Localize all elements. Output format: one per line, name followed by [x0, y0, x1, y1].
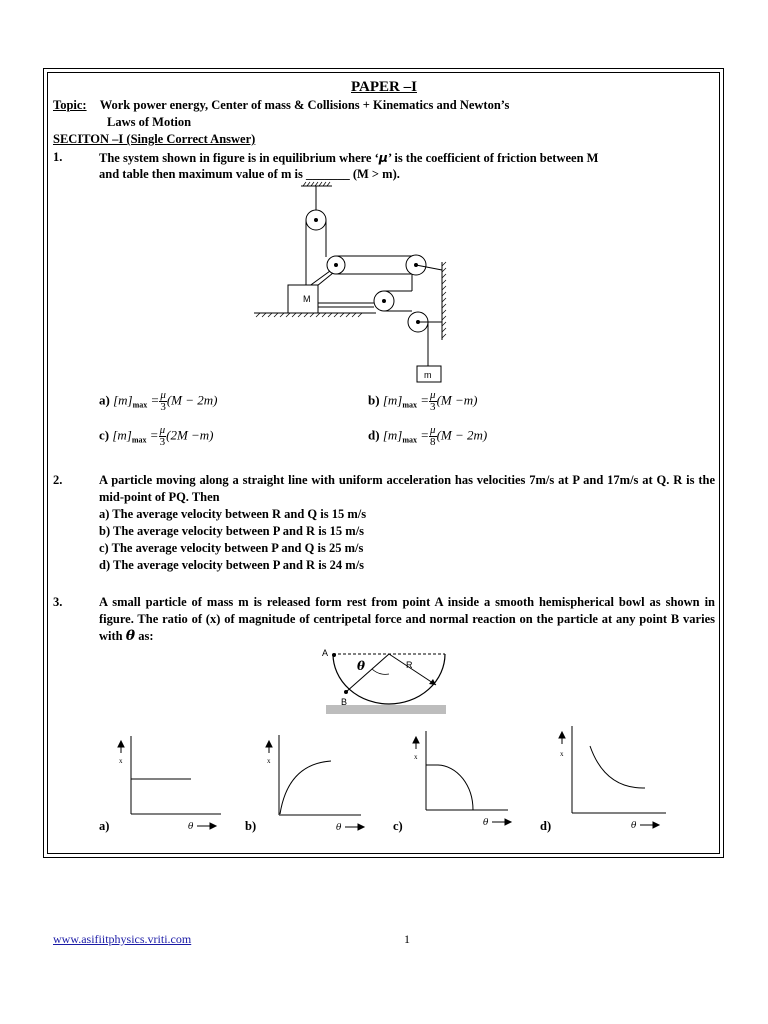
q2-option-c[interactable]: c) The average velocity between P and Q is 25 m/s: [99, 541, 364, 555]
q3-option-a[interactable]: a): [99, 819, 110, 833]
theta-symbol: θ: [125, 628, 136, 644]
q2-text: A particle moving along a straight line with uniform acceleration has velocities 7m/s at P and 17m/s at Q. R is the mid-point of PQ. Then: [99, 473, 715, 504]
topic-text-line1: Work power energy, Center of mass & Collisions + Kinematics and Newton’s: [99, 98, 510, 112]
graph-b-y-label: x: [267, 757, 271, 765]
topic-label: Topic:: [53, 98, 87, 112]
q2-option-b[interactable]: b) The average velocity between P and R is 15 m/s: [99, 524, 365, 538]
graph-c-y-label: x: [414, 753, 418, 761]
graph-a-y-label: x: [119, 757, 123, 765]
q2-number: 2.: [53, 473, 63, 487]
point-B-label: B: [341, 697, 348, 707]
q2-option-d[interactable]: d) The average velocity between P and R is 24 m/s: [99, 558, 365, 572]
q1-option-a[interactable]: a) $[m]_{max}$ = $\frac{\mu}{3}$ (M − 2m): [99, 389, 218, 413]
q3-number: 3.: [53, 595, 63, 609]
topic-text-line2: Laws of Motion: [107, 115, 192, 129]
page-number: 1: [404, 932, 410, 946]
point-A-label: A: [322, 648, 329, 658]
mu-symbol: μ: [378, 150, 388, 165]
block-M-label: M: [303, 294, 311, 304]
footer-website-link[interactable]: www.asifiitphysics.vriti.com: [53, 932, 192, 946]
paper-title: PAPER –I: [351, 79, 417, 95]
q3-option-d[interactable]: d): [540, 819, 552, 833]
graph-d-y-label: x: [560, 750, 564, 758]
q1-number: 1.: [53, 150, 63, 164]
q1-option-c[interactable]: c) $[m]_{max}$ = $\frac{\mu}{3}$ (2M −m): [99, 424, 214, 448]
q1-text-b: ’ is the coefficient of friction between M: [387, 151, 599, 165]
q3-text-end: as:: [138, 629, 154, 643]
q3-option-c[interactable]: c): [393, 819, 403, 833]
q2-option-a[interactable]: a) The average velocity between R and Q is 15 m/s: [99, 507, 367, 521]
q1-option-b[interactable]: b) $[m]_{max}$ = $\frac{\mu}{3}$ (M −m): [368, 389, 478, 413]
q3-option-b[interactable]: b): [245, 819, 257, 833]
q1-text-line2: and table then maximum value of m is _______ (M > m).: [99, 167, 400, 181]
radius-R-label: R: [406, 660, 413, 670]
graph-b-x-label: θ: [336, 823, 342, 833]
q1-option-d[interactable]: d) $[m]_{max}$ = $\frac{\mu}{8}$ (M − 2m): [368, 424, 488, 448]
graph-a-x-label: θ: [188, 822, 194, 832]
q3-text-body: A small particle of mass m is released form rest from point A inside a smooth hemispherical bowl as shown in figure. The ratio of (x) of magnitude of centripetal force and normal reaction on the particle at any point B varies with: [99, 595, 715, 643]
q1-text-a: The system shown in figure is in equilibrium where ‘: [99, 151, 379, 165]
graph-d-x-label: θ: [631, 821, 637, 831]
section-heading: SECITON –I (Single Correct Answer): [53, 132, 256, 146]
graph-c-x-label: θ: [483, 818, 489, 828]
angle-theta-label: θ: [357, 659, 366, 673]
block-m-label: m: [424, 370, 432, 380]
